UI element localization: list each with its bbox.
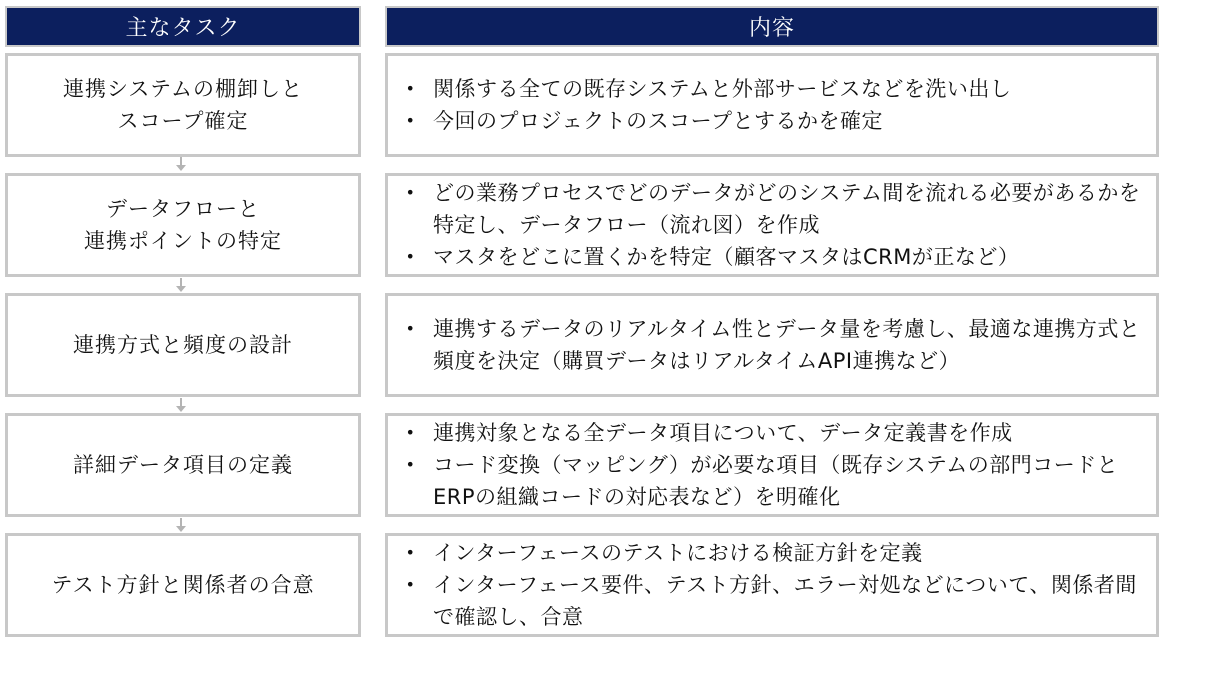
- content-box-3: [385, 293, 1159, 397]
- task-label-line: データフローと: [106, 197, 260, 221]
- bullet-text: インターフェースのテストにおける検証方針を定義: [433, 541, 923, 565]
- task-label-line: 連携方式と頻度の設計: [73, 333, 293, 357]
- content-column-header: [385, 6, 1159, 47]
- task-label-line: 連携システムの棚卸しと: [63, 77, 303, 101]
- bullet-text: どの業務プロセスでどのデータがどのシステム間を流れる必要があるかを特定し、データフロー（流れ図）を作成: [433, 181, 1141, 237]
- bullet-dot: •: [405, 423, 416, 442]
- bullet-item: [388, 313, 1146, 377]
- bullet-text: 連携するデータのリアルタイム性とデータ量を考慮し、最適な連携方式と頻度を決定（購買データはリアルタイムAPI連携など）: [433, 317, 1141, 373]
- content-box-4: [385, 413, 1159, 517]
- bullet-dot: •: [405, 183, 416, 202]
- content-box-5: [385, 533, 1159, 637]
- bullet-item: [388, 449, 1146, 513]
- task-label-line: 連携ポイントの特定: [84, 229, 282, 253]
- bullet-item: [388, 241, 1146, 273]
- bullet-item: [388, 569, 1146, 633]
- bullet-dot: •: [405, 111, 416, 130]
- bullet-text: 今回のプロジェクトのスコープとするかを確定: [433, 109, 884, 133]
- task-column-header-label: 主なタスク: [125, 16, 241, 41]
- task-column-header: [5, 6, 361, 47]
- task-box-1: [5, 53, 361, 157]
- bullet-dot: •: [405, 319, 416, 338]
- bullet-dot: •: [405, 455, 416, 474]
- bullet-item: [388, 177, 1146, 241]
- bullet-text: 連携対象となる全データ項目について、データ定義書を作成: [433, 421, 1013, 445]
- bullet-item: [388, 417, 1146, 449]
- bullet-dot: •: [405, 79, 416, 98]
- task-box-2: [5, 173, 361, 277]
- bullet-text: 関係する全ての既存システムと外部サービスなどを洗い出し: [433, 77, 1012, 101]
- task-label-line: スコープ確定: [117, 109, 249, 133]
- bullet-item: [388, 537, 1146, 569]
- bullet-dot: •: [405, 575, 416, 594]
- bullet-item: [388, 73, 1146, 105]
- task-box-5: [5, 533, 361, 637]
- task-box-4: [5, 413, 361, 517]
- content-box-1: [385, 53, 1159, 157]
- bullet-item: [388, 105, 1146, 137]
- down-arrow-icon: [176, 157, 186, 172]
- down-arrow-icon: [176, 278, 186, 293]
- bullet-text: インターフェース要件、テスト方針、エラー対処などについて、関係者間で確認し、合意: [433, 573, 1137, 629]
- task-label-line: 詳細データ項目の定義: [73, 453, 293, 477]
- task-label-line: テスト方針と関係者の合意: [51, 573, 315, 597]
- content-column-header-label: 内容: [748, 16, 795, 41]
- content-box-2: [385, 173, 1159, 277]
- down-arrow-icon: [176, 398, 186, 413]
- task-box-3: [5, 293, 361, 397]
- bullet-text: コード変換（マッピング）が必要な項目（既存システムの部門コードとERPの組織コードの対応表など）を明確化: [433, 453, 1119, 509]
- bullet-dot: •: [405, 247, 416, 266]
- down-arrow-icon: [176, 518, 186, 533]
- bullet-text: マスタをどこに置くかを特定（顧客マスタはCRMが正など）: [433, 245, 1020, 269]
- bullet-dot: •: [405, 543, 416, 562]
